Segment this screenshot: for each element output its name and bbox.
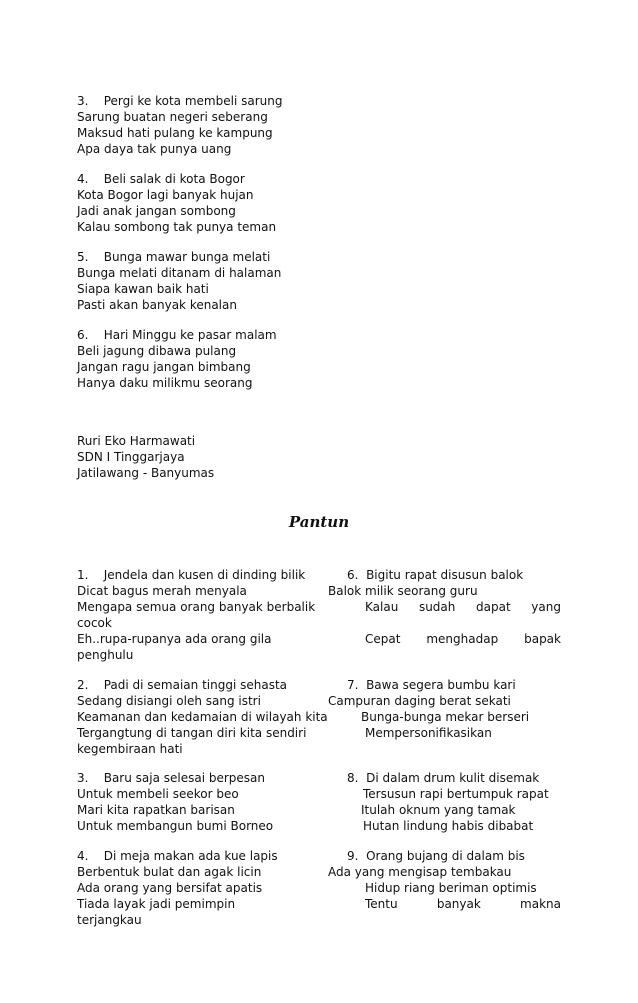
author-school: SDN I Tinggarjaya	[77, 450, 185, 464]
poem-line: Pasti akan banyak kenalan	[77, 298, 237, 312]
author-location: Jatilawang - Banyumas	[77, 466, 215, 480]
pantun-line: Untuk membangun bumi Borneo	[77, 819, 274, 833]
pantun-line: Hutan lindung habis dibabat	[363, 819, 534, 833]
poem-line: Jangan ragu jangan bimbang	[77, 360, 251, 374]
pantun-line: Bunga-bunga mekar berseri	[361, 710, 530, 724]
word: Cepat	[365, 632, 401, 646]
pantun-line: Ada yang mengisap tembakau	[328, 865, 512, 879]
pantun-line: Tergangtung di tangan diri kita sendiri	[77, 726, 307, 740]
poem-line: Siapa kawan baik hati	[77, 282, 209, 296]
pantun-line: Balok milik seorang guru	[328, 584, 478, 598]
word: menghadap	[426, 632, 499, 646]
poem-line: Kota Bogor lagi banyak hujan	[77, 188, 254, 202]
author-name: Ruri Eko Harmawati	[77, 434, 196, 448]
section-title: Pantun	[288, 513, 350, 531]
poem-line: Kalau sombong tak punya teman	[77, 220, 277, 234]
poem-line: 3. Pergi ke kota membeli sarung	[77, 94, 283, 108]
poem-line: 6. Hari Minggu ke pasar malam	[77, 328, 277, 342]
poem-line: Sarung buatan negeri seberang	[77, 110, 268, 124]
pantun-line: Untuk membeli seekor beo	[77, 787, 239, 801]
word: dapat	[476, 600, 511, 614]
pantun-line: Ada orang yang bersifat apatis	[77, 881, 263, 895]
pantun-line: 3. Baru saja selesai berpesan	[77, 771, 266, 785]
word: banyak	[436, 897, 481, 911]
word: sudah	[418, 600, 456, 614]
pantun-line: Mempersonifikasikan	[365, 726, 492, 740]
pantun-line: Hidup riang beriman optimis	[365, 881, 537, 895]
pantun-line: Campuran daging berat sekati	[328, 694, 511, 708]
pantun-line: Eh..rupa-rupanya ada orang gila	[77, 632, 272, 646]
pantun-line: 9. Orang bujang di dalam bis	[347, 849, 525, 863]
pantun-line: Itulah oknum yang tamak	[361, 803, 516, 817]
pantun-line: Tersusun rapi bertumpuk rapat	[363, 787, 549, 801]
word: yang	[531, 600, 561, 614]
pantun-line: 2. Padi di semaian tinggi sehasta	[77, 678, 288, 692]
pantun-wrap-line: kegembiraan hati	[77, 742, 183, 756]
pantun-wrap-line: terjangkau	[77, 913, 142, 927]
word: Tentu	[365, 897, 398, 911]
pantun-line: Berbentuk bulat dan agak licin	[77, 865, 262, 879]
pantun-justified-line	[365, 599, 561, 615]
poem-line: Apa daya tak punya uang	[77, 142, 232, 156]
pantun-line: Tiada layak jadi pemimpin	[77, 897, 236, 911]
poem-line: Maksud hati pulang ke kampung	[77, 126, 273, 140]
pantun-line: Keamanan dan kedamaian di wilayah kita	[77, 710, 328, 724]
pantun-line: Sedang disiangi oleh sang istri	[77, 694, 261, 708]
pantun-line: Mengapa semua orang banyak berbalik	[77, 600, 316, 614]
pantun-line: 6. Bigitu rapat disusun balok	[347, 568, 524, 582]
pantun-line: 4. Di meja makan ada kue lapis	[77, 849, 278, 863]
pantun-justified-line	[365, 896, 561, 912]
poem-line: 4. Beli salak di kota Bogor	[77, 172, 245, 186]
pantun-line: Mari kita rapatkan barisan	[77, 803, 235, 817]
pantun-line: 7. Bawa segera bumbu kari	[347, 678, 516, 692]
pantun-line: Dicat bagus merah menyala	[77, 584, 247, 598]
poem-line: Beli jagung dibawa pulang	[77, 344, 237, 358]
poem-line: Hanya daku milikmu seorang	[77, 376, 253, 390]
pantun-justified-line	[365, 631, 561, 647]
word: Kalau	[365, 600, 399, 614]
pantun-line: 1. Jendela dan kusen di dinding bilik	[77, 568, 306, 582]
pantun-line: 8. Di dalam drum kulit disemak	[347, 771, 540, 785]
word: bapak	[524, 632, 561, 646]
pantun-wrap-line: cocok	[77, 616, 112, 630]
poem-line: Jadi anak jangan sombong	[77, 204, 236, 218]
word: makna	[520, 897, 561, 911]
poem-line: Bunga melati ditanam di halaman	[77, 266, 282, 280]
pantun-wrap-line: penghulu	[77, 648, 134, 662]
poem-line: 5. Bunga mawar bunga melati	[77, 250, 271, 264]
